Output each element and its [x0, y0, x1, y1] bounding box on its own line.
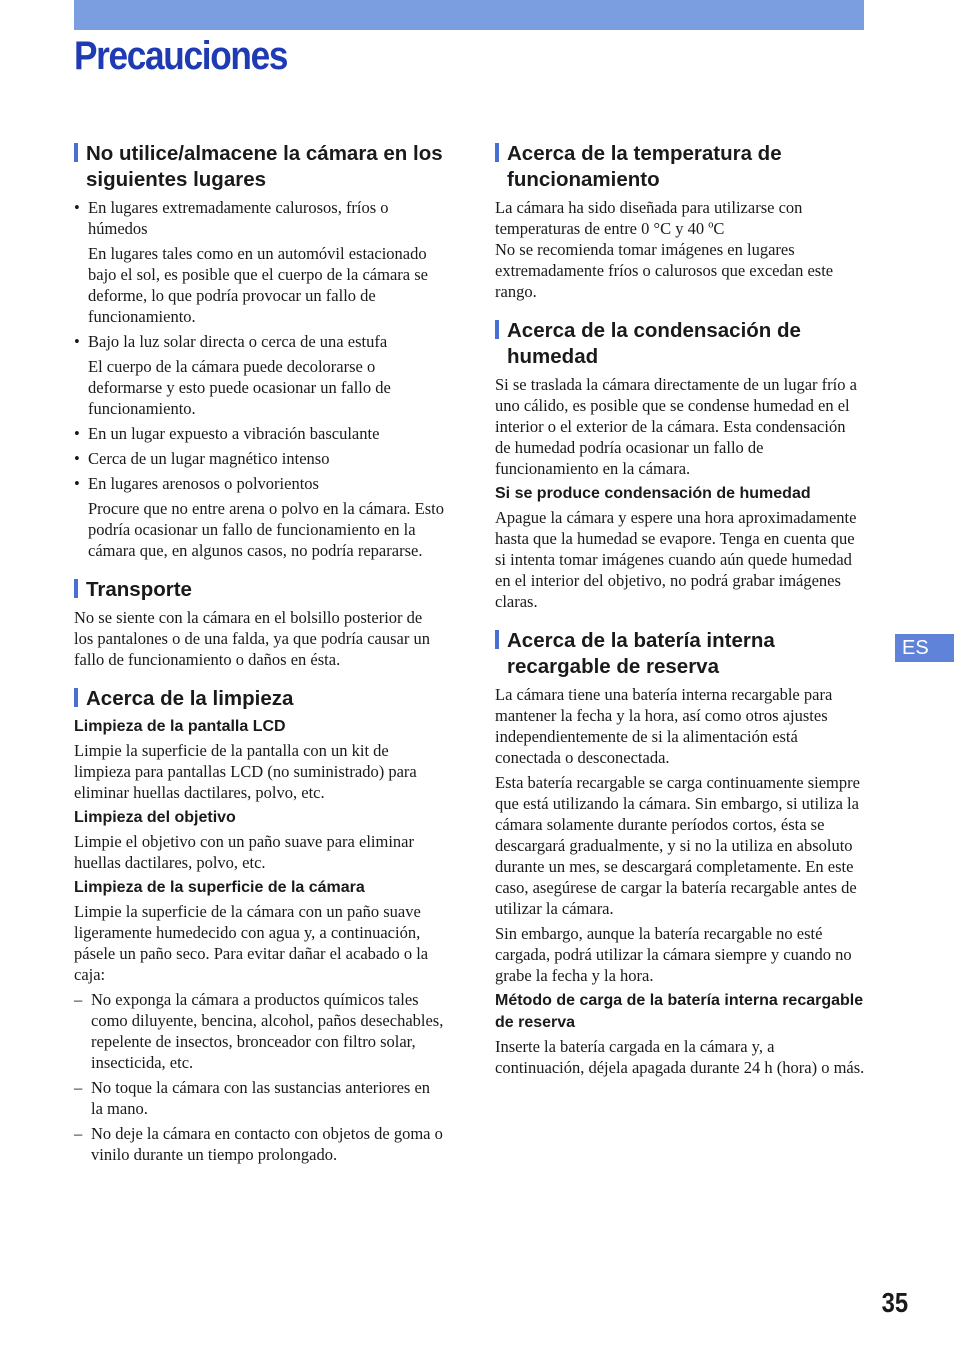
heading-bar-icon — [74, 688, 78, 707]
section-heading: Transporte — [74, 577, 444, 603]
page-title: Precauciones — [74, 34, 288, 78]
list-item: • En lugares arenosos o polvorientos Procure que no entre arena o polvo en la cámara. Esto podría ocasionar un fallo de funcionamiento en la cámara que, en algunos casos, no podría repararse. — [74, 473, 444, 561]
paragraph: La cámara tiene una batería interna recargable para mantener la fecha y la hora, así como otros ajustes independientemente de si la alimentación está conectada o desconectada. — [495, 685, 833, 767]
heading-bar-icon — [495, 320, 499, 339]
section-transport — [74, 577, 444, 670]
paragraph: Si se traslada la cámara directamente de un lugar frío a uno cálido, es posible que se condense humedad en el interior o el exterior de la cámara. Esta condensación de humedad podría ocasionar un fallo de funcionamiento en la cámara. — [495, 375, 857, 478]
sub-heading: Si se produce condensación de humedad — [495, 485, 811, 502]
paragraph: Apague la cámara y espere una hora aproximadamente hasta que la humedad se evapore. Tenga en cuenta que si intenta tomar imágenes cuando aún quede humedad en el interior del objetivo, no podrá grabar imágenes claras. — [495, 508, 857, 611]
section-battery — [495, 628, 865, 1078]
section-temperature — [495, 141, 865, 302]
paragraph: No se siente con la cámara en el bolsillo posterior de los pantalones o de una falda, ya que podría causar un fallo de funcionamiento o daños en ésta. — [74, 608, 430, 669]
paragraph: Sin embargo, aunque la batería recargable no esté cargada, podrá utilizar la cámara siempre y cuando no grabe la fecha y la hora. — [495, 924, 852, 985]
page-number: 35 — [881, 1287, 908, 1318]
paragraph: Limpie la superficie de la pantalla con un kit de limpieza para pantallas LCD (no suministrado) para eliminar huellas dactilares, polvo, etc. — [74, 741, 417, 802]
list-item: • Bajo la luz solar directa o cerca de una estufa El cuerpo de la cámara puede decolorarse o deformarse y esto puede ocasionar un fallo de funcionamiento. — [74, 331, 444, 419]
section-heading: No utilice/almacene la cámara en los siguientes lugares — [74, 141, 444, 193]
paragraph: Esta batería recargable se carga continuamente siempre que está utilizando la cámara. Sin embargo, si utiliza la cámara solamente durante períodos cortos, ésta se descargará gradualmente, y si no la utiliza en absoluto durante un mes, se descargará completamente. En este caso, asegúrese de cargar la batería recargable antes de utilizar la cámara. — [495, 773, 860, 918]
left-column — [74, 141, 444, 1181]
dash-list — [74, 989, 444, 1165]
list-item: – No deje la cámara en contacto con objetos de goma o vinilo durante un tiempo prolongado. — [74, 1123, 444, 1165]
heading-bar-icon — [74, 143, 78, 162]
sub-heading: Limpieza de la pantalla LCD — [74, 718, 286, 735]
paragraph: Limpie la superficie de la cámara con un paño suave ligeramente humedecido con agua y, a continuación, pásele un paño seco. Para evitar dañar el acabado o la caja: — [74, 902, 429, 984]
list-item: • En lugares extremadamente calurosos, fríos o húmedos En lugares tales como en un automóvil estacionado bajo el sol, es posible que el cuerpo de la cámara se deforme, lo que podría provocar un fallo de funcionamiento. — [74, 197, 444, 327]
heading-bar-icon — [495, 630, 499, 649]
section-cleaning — [74, 686, 444, 1165]
heading-bar-icon — [495, 143, 499, 162]
section-heading: Acerca de la limpieza — [74, 686, 444, 712]
paragraph: Inserte la batería cargada en la cámara y, a continuación, déjela apagada durante 24 h (hora) o más. — [495, 1037, 865, 1077]
paragraph: Limpie el objetivo con un paño suave para eliminar huellas dactilares, polvo, etc. — [74, 832, 414, 872]
header-color-bar — [74, 0, 864, 30]
section-condensation — [495, 318, 865, 612]
section-storage — [74, 141, 444, 561]
section-heading: Acerca de la temperatura de funcionamiento — [495, 141, 865, 193]
sub-heading: Método de carga de la batería interna recargable de reserva — [495, 992, 864, 1031]
list-item: • Cerca de un lugar magnético intenso — [74, 448, 444, 469]
section-heading: Acerca de la batería interna recargable de reserva — [495, 628, 865, 680]
language-tab: ES — [895, 634, 954, 662]
sub-heading: Limpieza del objetivo — [74, 809, 236, 826]
section-heading: Acerca de la condensación de humedad — [495, 318, 865, 370]
list-item: – No exponga la cámara a productos químicos tales como diluyente, bencina, alcohol, paños desechables, repelente de insectos, bronceador con filtro solar, insecticida, etc. — [74, 989, 444, 1073]
heading-bar-icon — [74, 579, 78, 598]
sub-heading: Limpieza de la superficie de la cámara — [74, 879, 365, 896]
bullet-list — [74, 197, 444, 561]
list-item: – No toque la cámara con las sustancias anteriores en la mano. — [74, 1077, 444, 1119]
paragraph: La cámara ha sido diseñada para utilizarse con temperaturas de entre 0 °C y 40 ºC No se recomienda tomar imágenes en lugares extremadamente fríos o calurosos que excedan este rango. — [495, 198, 834, 301]
right-column — [495, 141, 865, 1094]
list-item: • En un lugar expuesto a vibración basculante — [74, 423, 444, 444]
